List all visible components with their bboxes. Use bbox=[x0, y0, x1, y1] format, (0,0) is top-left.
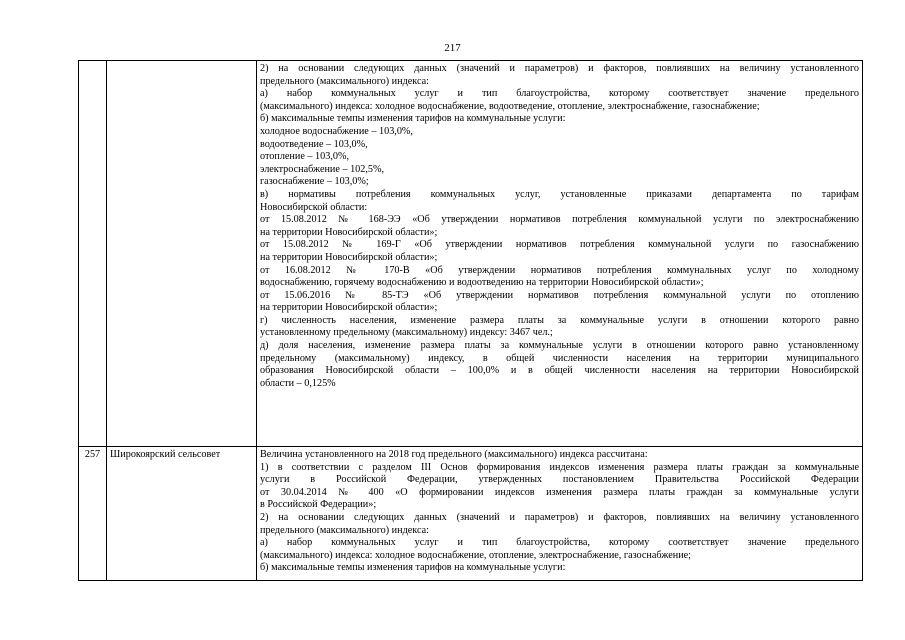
text-line: водоотведение – 103,0%, bbox=[260, 138, 368, 150]
row-number-cell bbox=[79, 61, 107, 447]
text-line: (максимального) индекса: холодное водоснабжение, отопление, электроснабжение, газоснабжение; bbox=[260, 549, 692, 561]
text-line: образования Новосибирской области – 100,0% и в общей численности населения на территории Новосибирской bbox=[260, 365, 859, 377]
text-line: электроснабжение – 102,5%, bbox=[260, 163, 385, 175]
text-line: от 15.08.2012 № 168-ЭЭ «Об утверждении нормативов потребления коммунальной услуги по электроснабжению bbox=[260, 214, 859, 226]
text-line: б) максимальные темпы изменения тарифов на коммунальные услуги: bbox=[260, 562, 566, 574]
text-line: газоснабжение – 103,0%; bbox=[260, 176, 369, 188]
municipality-name-cell bbox=[107, 61, 257, 447]
document-table bbox=[78, 60, 863, 581]
text-line: на территории Новосибирской области»; bbox=[260, 251, 438, 263]
row-number-cell: 257 bbox=[79, 447, 107, 581]
text-line: на территории Новосибирской области»; bbox=[260, 226, 438, 238]
page-number: 217 bbox=[444, 42, 461, 54]
text-line: Новосибирской области: bbox=[260, 201, 368, 213]
text-line: (максимального) индекса: холодное водоснабжение, водоотведение, отопление, электроснабжение, газоснабжение; bbox=[260, 100, 760, 112]
text-line: услуги в Российской Федерации, утвержденных постановлением Правительства Российской Федерации bbox=[260, 474, 859, 486]
text-line: в) нормативы потребления коммунальных услуг, установленные приказами департамента по тарифам bbox=[260, 188, 859, 200]
text-line: на территории Новосибирской области»; bbox=[260, 302, 438, 314]
text-line: а) набор коммунальных услуг и тип благоустройства, которому соответствует значение предельного bbox=[260, 537, 859, 549]
text-line: предельного (максимального) индекса: bbox=[260, 524, 429, 536]
text-line: от 16.08.2012 № 170-В «Об утверждении нормативов потребления коммунальных услуг по холодному bbox=[260, 264, 859, 276]
text-line: установленному предельному (максимальному) индексу: 3467 чел.; bbox=[260, 327, 553, 339]
table-row bbox=[79, 447, 863, 581]
text-line: водоснабжению, горячему водоснабжению и водоотведению на территории Новосибирской области»; bbox=[260, 277, 704, 289]
table-row bbox=[79, 61, 863, 447]
text-line: д) доля населения, изменение размера платы за коммунальные услуги в отношении которого равно установленному bbox=[260, 340, 859, 352]
text-line: предельного (максимального) индекса: bbox=[260, 75, 429, 87]
description-cell bbox=[257, 61, 863, 447]
text-line: 2) на основании следующих данных (значений и параметров) и факторов, повлиявших на величину установленного bbox=[260, 63, 859, 74]
text-line: от 15.08.2012 № 169-Г «Об утверждении нормативов потребления коммунальной услуги по газоснабжению bbox=[260, 239, 859, 251]
text-line: 2) на основании следующих данных (значений и параметров) и факторов, повлиявших на величину установленного bbox=[260, 511, 859, 523]
text-line: от 15.06.2016 № 85-ТЭ «Об утверждении нормативов потребления коммунальной услуги по отоплению bbox=[260, 289, 859, 301]
text-line: в Российской Федерации»; bbox=[260, 499, 377, 511]
text-line: Величина установленного на 2018 год предельного (максимального) индекса рассчитана: bbox=[260, 449, 648, 460]
text-line: области – 0,125% bbox=[260, 377, 336, 389]
text-line: от 30.04.2014 № 400 «О формировании индексов изменения размера платы граждан за коммунальные услуги bbox=[260, 486, 859, 498]
text-line: б) максимальные темпы изменения тарифов на коммунальные услуги: bbox=[260, 113, 566, 125]
text-line: г) численность населения, изменение размера платы за коммунальные услуги в отношении которого равно bbox=[260, 314, 859, 326]
text-line: 1) в соответствии с разделом III Основ формирования индексов изменения размера платы граждан за коммунальные bbox=[260, 461, 859, 473]
text-line: предельному (максимальному) индексу, в общей численности населения на территории муниципального bbox=[260, 352, 859, 364]
text-line: а) набор коммунальных услуг и тип благоустройства, которому соответствует значение предельного bbox=[260, 88, 859, 100]
text-line: холодное водоснабжение – 103,0%, bbox=[260, 125, 413, 137]
text-line: отопление – 103,0%, bbox=[260, 151, 349, 163]
description-cell bbox=[257, 447, 863, 581]
municipality-name-cell: Широкоярский сельсовет bbox=[107, 447, 257, 581]
